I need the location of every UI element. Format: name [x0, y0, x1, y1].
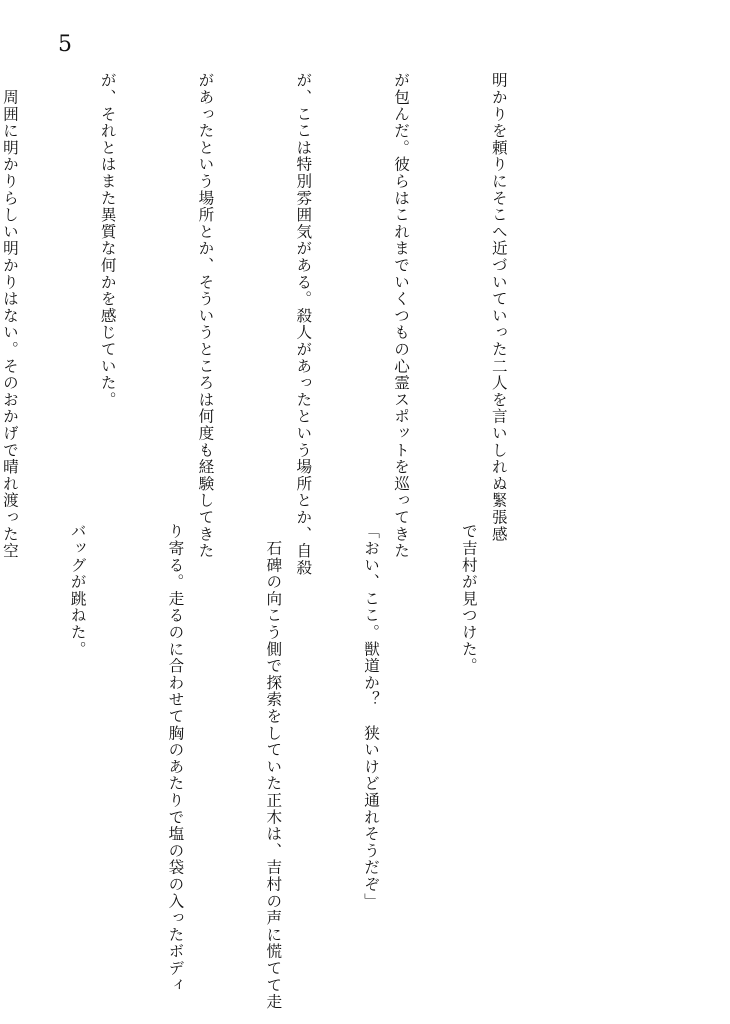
page-number: 5: [58, 32, 72, 57]
text-line: バッグが跳ねた。: [68, 523, 87, 658]
text-line: 周囲に明かりらしい明かりはない。そのおかげで晴れ渡った空: [0, 72, 19, 560]
text-block-top: [0, 72, 580, 576]
text-line: が、それとはまた異質な何かを感じていた。: [98, 72, 117, 408]
text-line: り寄る。走るのに合わせて胸のあたりで塩の袋の入ったボディ: [166, 523, 185, 994]
text-line: があったという場所とか、そういうところは何度も経験してきた: [196, 72, 215, 560]
text-line: 明かりを頼りにそこへ近づいていった二人を言いしれぬ緊張感: [489, 72, 508, 543]
text-line: が包んだ。彼らはこれまでいくつもの心霊スポットを巡ってきた: [392, 72, 411, 560]
text-line: 「おい、ここ。獣道か？ 狭いけど通れそうだぞ」: [362, 523, 381, 910]
text-line: で吉村が見つけた。: [459, 523, 478, 675]
text-block-bottom: [0, 523, 550, 1011]
text-line: が、ここは特別雰囲気がある。殺人があったという場所とか、自殺: [294, 72, 313, 576]
text-line: 石碑の向こう側で探索をしていた正木は、吉村の声に慌てて走: [264, 523, 283, 1011]
